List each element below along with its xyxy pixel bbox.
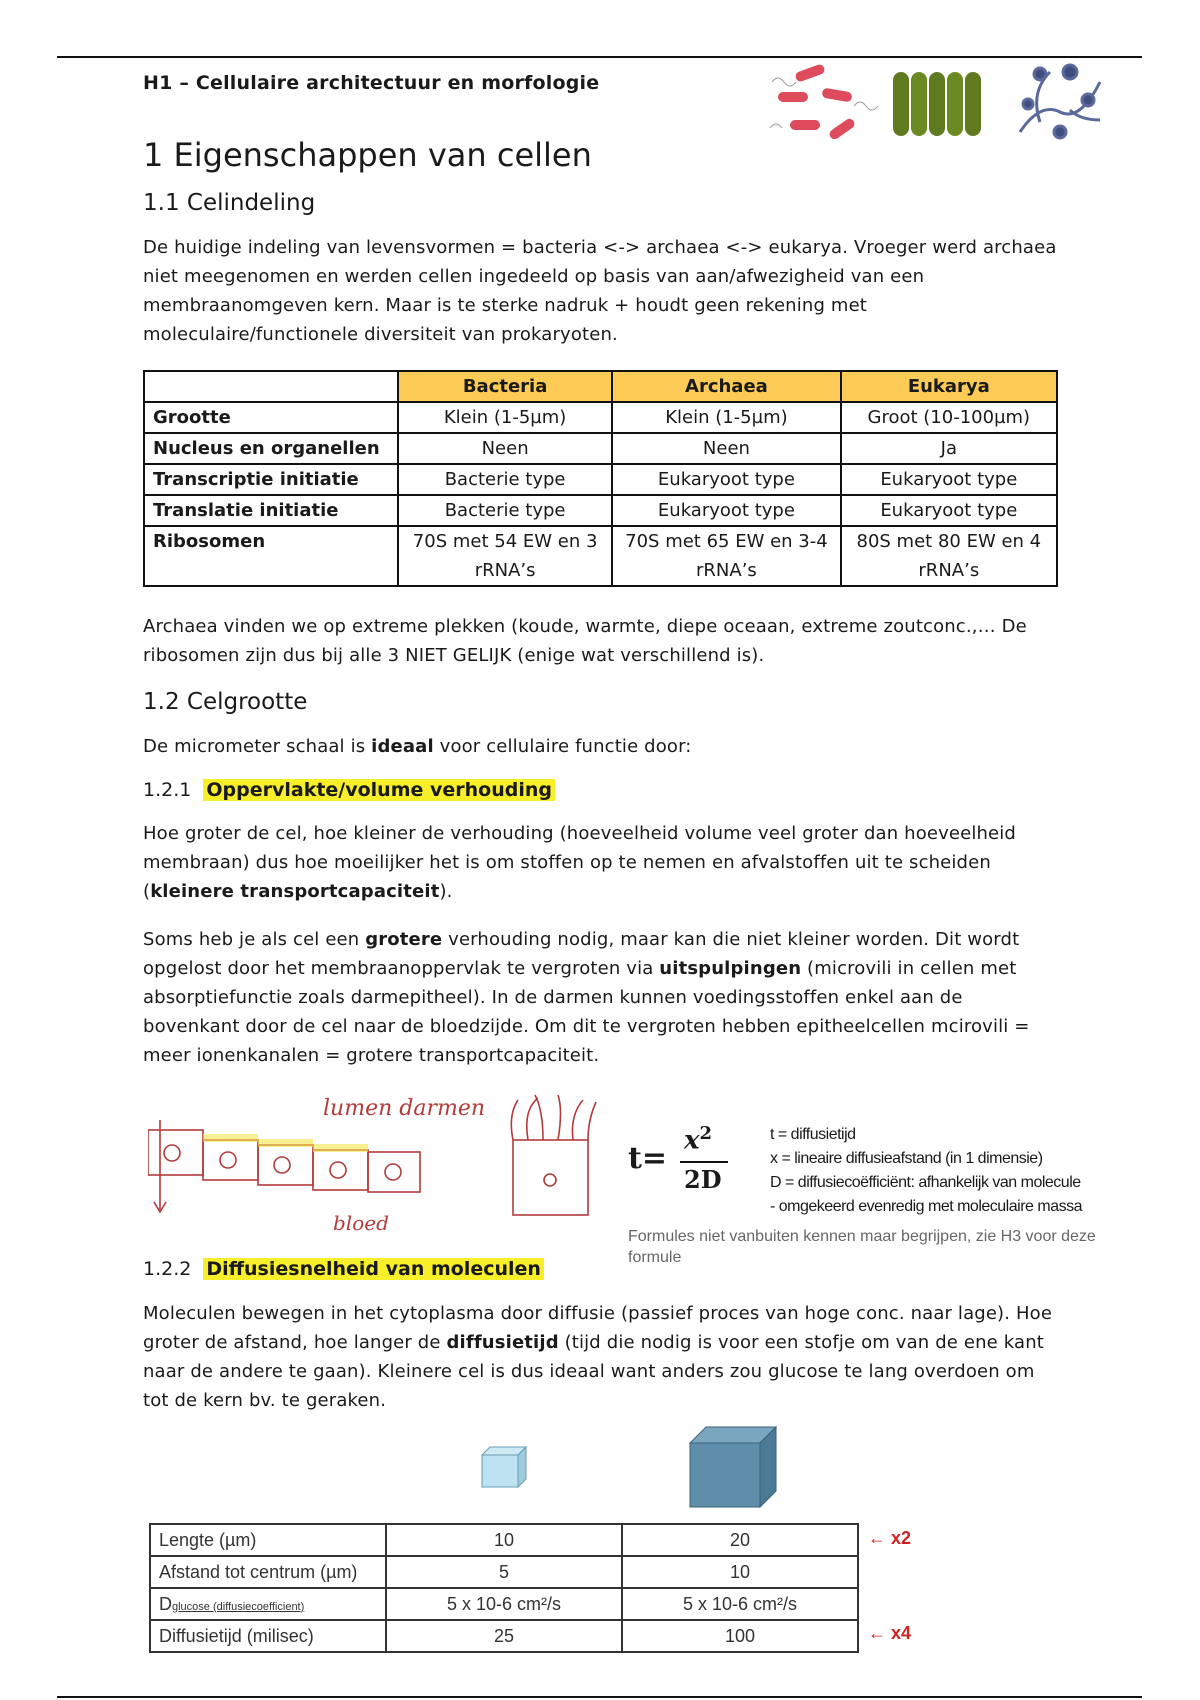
cell-illustrations [770,62,1130,152]
heading-1: 1 Eigenschappen van cellen [143,136,592,174]
sketch-label-lumen: lumen darmen [323,1096,486,1121]
formula-denominator: 2D [684,1165,722,1194]
table-cell: Klein (1-5µm) [612,402,840,433]
ratio-paragraph-2: Soms heb je als cel een grotere verhouding nodig, maar kan die niet kleiner worden. Dit wordt opgelost door het membraanoppervlak te vergroten via uitspulpingen (microvili in cellen met absorptiefunctie zoals darmepitheel). In de darmen kunnen voedingsstoffen enkel aan de bovenkant door de cel naar de bloedzijde. Om dit te vergroten hebben epitheelcellen mcirovili = meer ionenkanalen = grotere transportcapaciteit. [143,929,1030,1066]
table-row [150,1588,858,1620]
table-header-cell: Bacteria [398,371,612,402]
table-cell: 5 [386,1556,622,1588]
table-cell: 70S met 65 EW en 3-4 rRNA’s [612,526,840,586]
table-row [144,495,1057,526]
formula-lhs: t= [628,1141,667,1176]
table-row [144,464,1057,495]
formula-legend: t = diffusietijd x = lineaire diffusieafstand (in 1 dimensie) D = diffusiecoëfficiënt: afhankelijk van molecule - omgekeerd evenredig met moleculaire massa [770,1126,1082,1215]
table-row-header: Lengte (µm) [150,1524,386,1556]
table-cell: 80S met 80 EW en 4 rRNA’s [841,526,1057,586]
table-cell: Eukaryoot type [841,464,1057,495]
heading-1-2-1: 1.2.1 Oppervlakte/volume verhouding [143,779,555,801]
ratio-paragraph-1: Hoe groter de cel, hoe kleiner de verhouding (hoeveelheid volume veel groter dan hoeveelheid membraan) dus hoe moeilijker het is om stoffen op te nemen en afvalstoffen uit te scheiden (kleinere transportcapaciteit). [143,823,1017,902]
table-row-header: Transcriptie initiatie [144,464,398,495]
top-rule [57,56,1142,58]
table-header-cell: Eukarya [841,371,1057,402]
table-row [150,1620,858,1652]
length-factor-note: ← x2 [868,1528,912,1548]
formula-numerator: $x^2$ [684,1123,713,1156]
after-table-text: Archaea vinden we op extreme plekken (koude, warmte, diepe oceaan, extreme zoutconc.,… De ribosomen zijn dus bij alle 3 NIET GELIJK (enige wat verschillend is). [143,616,1027,666]
bacteria-icon [770,63,878,141]
heading-1-2-2: 1.2.2 Diffusiesnelheid van moleculen [143,1258,544,1280]
epithelium-sketch [148,1090,598,1240]
table-cell: 10 [386,1524,622,1556]
formula-fraction-bar [680,1161,728,1163]
table-row [150,1556,858,1588]
table-cell: 25 [386,1620,622,1652]
table-header-row [144,371,1057,402]
table-row-header: Diffusietijd (milisec) [150,1620,386,1652]
table-cell: 100 [622,1620,858,1652]
table-row [144,433,1057,464]
table-cell: 5 x 10-6 cm²/s [386,1588,622,1620]
table-cell: Klein (1-5µm) [398,402,612,433]
heading-1-2: 1.2 Celgrootte [143,689,308,715]
small-cube-icon [480,1445,530,1490]
table-cell: Eukaryoot type [841,495,1057,526]
table-cell: 70S met 54 EW en 3 rRNA’s [398,526,612,586]
table-row-header: Dglucose (diffusiecoefficient) [150,1588,386,1620]
table-cell: Bacterie type [398,495,612,526]
table-header-cell [144,371,398,402]
chapter-title: H1 – Cellulaire architectuur en morfologie [143,72,600,94]
cell-comparison-table [143,370,1058,587]
table-row-header: Nucleus en organellen [144,433,398,464]
bottom-rule [57,1696,1142,1698]
celgrootte-intro: De micrometer schaal is ideaal voor cellulaire functie door: [143,736,692,757]
table-row [144,526,1057,586]
time-factor-note: ← x4 [868,1623,912,1643]
diffusion-paragraph: Moleculen bewegen in het cytoplasma door diffusie (passief proces van hoge conc. naar lage). Hoe groter de afstand, hoe langer de diffusietijd (tijd die nodig is voor een stofje om van de ene kant naar de andere te gaan). Kleinere cel is dus ideaal want anders zou glucose te lang overdoen om tot de kern bv. te geraken. [143,1303,1053,1411]
table-cell: 5 x 10-6 cm²/s [622,1588,858,1620]
table-row [150,1524,858,1556]
celindeling-intro: De huidige indeling van levensvormen = bacteria <-> archaea <-> eukarya. Vroeger werd archaea niet meegenomen en werden cellen ingedeeld op basis van aan/afwezigheid van een membraanomgeven kern. Maar is te sterke nadruk + houdt geen rekening met moleculaire/functionele diversiteit van prokaryoten. [143,237,1057,345]
table-cell: Groot (10-100µm) [841,402,1057,433]
table-row-header: Afstand tot centrum (µm) [150,1556,386,1588]
table-cell: Bacterie type [398,464,612,495]
table-row [144,402,1057,433]
table-cell: Eukaryoot type [612,495,840,526]
table-cell: Neen [398,433,612,464]
table-cell: Ja [841,433,1057,464]
table-cell: 10 [622,1556,858,1588]
formula-note: Formules niet vanbuiten kennen maar begrijpen, zie H3 voor deze formule [628,1228,1096,1266]
table-row-header: Translatie initiatie [144,495,398,526]
table-header-cell: Archaea [612,371,840,402]
heading-1-1: 1.1 Celindeling [143,190,316,216]
eukarya-icon [1020,65,1100,138]
sketch-label-bloed: bloed [333,1211,389,1235]
table-row-header: Ribosomen [144,526,398,586]
table-cell: 20 [622,1524,858,1556]
table-row-header: Grootte [144,402,398,433]
large-cube-icon [688,1425,778,1510]
diffusion-formula [628,1125,758,1195]
archaea-icon [893,72,981,136]
table-cell: Eukaryoot type [612,464,840,495]
diffusion-table [149,1523,859,1653]
table-cell: Neen [612,433,840,464]
